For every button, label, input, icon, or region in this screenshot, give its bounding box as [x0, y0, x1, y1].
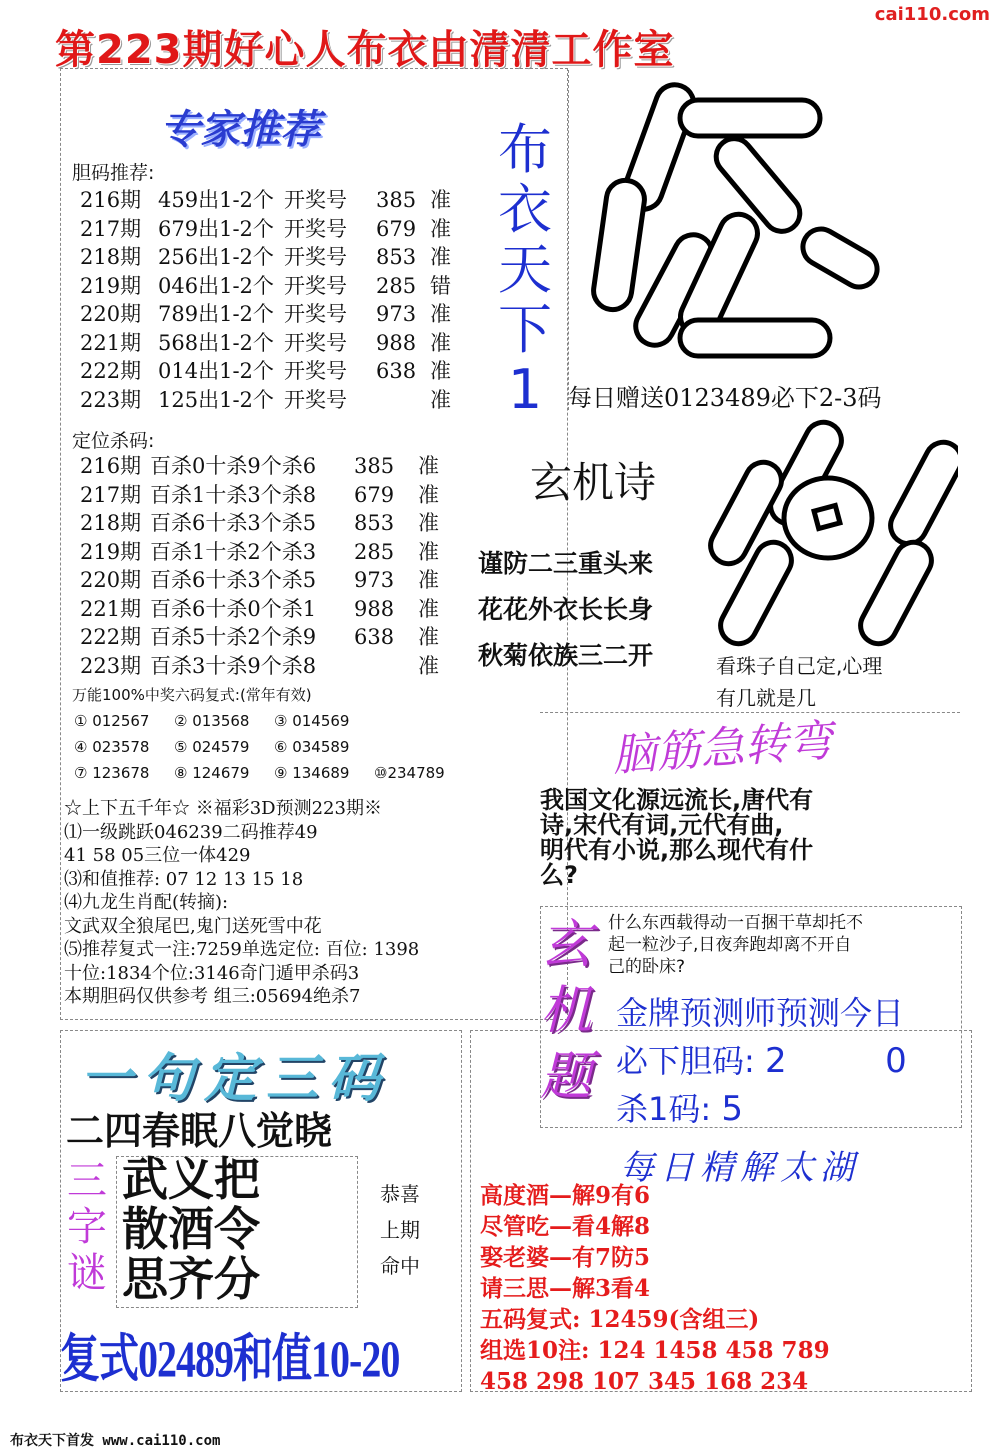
buyi-char: 衣 — [498, 178, 552, 241]
congrats-line: 上期 — [380, 1218, 420, 1242]
info-line: 文武双全狼尾巴,鬼门送死雪中花 — [64, 915, 322, 937]
dan-cell: 459出1-2个 — [158, 188, 274, 212]
six-label: 万能100%中奖六码复式:(常年有效) — [72, 686, 312, 704]
kill-cell: 准 — [418, 653, 439, 678]
dan-cell: 开奖号 — [284, 188, 347, 212]
dan-label: 胆码推荐: — [72, 162, 155, 184]
dan-row — [80, 357, 451, 386]
gold-title: 金牌预测师预测今日 — [616, 994, 905, 1032]
info-line: ⑷九龙生肖配(转摘): — [64, 892, 229, 913]
brain-frame — [540, 712, 960, 713]
kill-cell: 216期 — [80, 454, 142, 478]
dan-cell: 开奖号 — [284, 302, 347, 326]
six-code: ⑥ 034589 — [274, 738, 350, 756]
kill-cell: 百杀6十杀3个杀5 — [150, 511, 317, 535]
info-line: 41 58 05三位一体429 — [64, 845, 251, 866]
brain-line: 明代有小说,那么现代有什 — [540, 836, 814, 864]
dan-row — [80, 243, 451, 272]
info-line: 十位:1834个位:3146奇门遁甲杀码3 — [64, 962, 360, 984]
three-line: 思齐分 — [122, 1252, 260, 1306]
buyi-char: 1 — [507, 358, 543, 421]
dan-cell: 开奖号 — [284, 330, 347, 355]
dan-row — [80, 186, 451, 215]
congrats — [380, 1176, 420, 1284]
dan-cell: 638 — [376, 359, 417, 383]
beads-hint-line: 有几就是几 — [716, 686, 816, 710]
six-row — [74, 760, 474, 786]
kill-cell: 百杀6十杀0个杀1 — [150, 596, 317, 621]
buyi-char: 布 — [498, 118, 552, 181]
three-line: 散酒令 — [122, 1202, 260, 1256]
info-line: ⑸推荐复式一注:7259单选定位: 百位: 1398 — [64, 939, 420, 960]
taihu-line: 娶老婆—有7防5 — [480, 1244, 651, 1271]
buyi-char: 天 — [498, 238, 552, 301]
congrats-line: 命中 — [380, 1254, 420, 1278]
kill-cell: 385 — [354, 454, 395, 478]
kill-cell: 679 — [354, 482, 395, 507]
xuanji-char: 题 — [540, 1047, 593, 1107]
info-line: ⑴一级跳跃046239二码推荐49 — [64, 821, 318, 843]
gold-kill-value: 5 — [721, 1089, 743, 1129]
brain-text — [540, 788, 813, 888]
dan-row — [80, 272, 451, 301]
dan-row — [80, 329, 451, 358]
kill-cell: 218期 — [80, 511, 142, 535]
kill-row — [80, 481, 439, 510]
brain-title: 脑筋急转弯 — [610, 715, 834, 782]
three-label-char: 三 — [67, 1158, 107, 1204]
kill-cell: 准 — [418, 482, 439, 507]
kill-cell: 220期 — [80, 568, 142, 592]
taihu-title: 每日精解太湖 — [620, 1148, 860, 1188]
dan-cell: 准 — [430, 216, 451, 241]
brain-line: 诗,宋代有词,元代有曲, — [540, 811, 784, 839]
six-code: ⑩234789 — [374, 764, 445, 782]
dan-cell: 开奖号 — [284, 273, 347, 298]
riddle-line: 起一粒沙子,日夜奔跑却离不开自 — [608, 935, 852, 955]
daily-frame — [568, 70, 949, 410]
kill-row — [80, 566, 439, 595]
dan-cell: 285 — [376, 273, 417, 298]
six-row — [74, 734, 474, 760]
one-sentence-title: 一句定三码 — [80, 1048, 391, 1109]
six-code: ⑧ 124679 — [174, 764, 250, 782]
dan-cell: 679出1-2个 — [158, 216, 274, 241]
dan-cell: 开奖号 — [284, 359, 347, 383]
congrats-line: 恭喜 — [380, 1182, 420, 1206]
dan-cell: 准 — [430, 387, 451, 412]
dan-cell: 准 — [430, 245, 451, 269]
dan-cell: 准 — [430, 302, 451, 326]
beads-hint-line: 看珠子自己定,心理 — [716, 654, 883, 678]
dan-row — [80, 215, 451, 244]
kill-cell: 百杀3十杀9个杀8 — [150, 653, 317, 678]
page-title: 第223期好心人布衣由清清工作室 — [55, 27, 675, 73]
dan-cell: 准 — [430, 330, 451, 355]
dan-cell: 988 — [376, 330, 417, 355]
dan-cell: 错 — [430, 273, 451, 298]
taihu-line: 高度酒—解9有6 — [480, 1182, 651, 1209]
dan-cell: 准 — [430, 188, 451, 212]
kill-cell: 217期 — [80, 482, 142, 507]
kill-cell: 221期 — [80, 596, 142, 621]
kill-cell: 百杀0十杀9个杀6 — [150, 454, 317, 478]
poem-line: 秋菊依族三二开 — [478, 641, 654, 670]
taihu-line: 五码复式: 12459(含组三) — [480, 1306, 760, 1333]
dan-cell: 789出1-2个 — [158, 302, 274, 326]
kill-cell: 285 — [354, 539, 395, 564]
riddle-line: 什么东西载得动一百捆干草却托不 — [608, 913, 863, 933]
kill-cell: 准 — [418, 511, 439, 535]
dan-cell: 125出1-2个 — [158, 387, 274, 412]
dan-cell: 开奖号 — [284, 216, 347, 241]
dan-row — [80, 386, 451, 415]
kill-cell: 853 — [354, 511, 395, 535]
six-code: ① 012567 — [74, 712, 150, 730]
buyi-vertical — [490, 120, 560, 420]
dan-cell: 679 — [376, 216, 417, 241]
kill-row — [80, 509, 439, 538]
dan-cell: 385 — [376, 188, 417, 212]
dan-row — [80, 300, 451, 329]
kill-cell: 222期 — [80, 625, 142, 649]
xuanji-vertical — [540, 912, 600, 1110]
gold-kill-label: 杀1码: — [616, 1090, 712, 1128]
dan-cell: 222期 — [80, 359, 142, 383]
poem-line: 花花外衣长长身 — [478, 595, 654, 624]
kill-cell: 准 — [418, 539, 439, 564]
dan-table — [80, 186, 451, 414]
three-line: 武义把 — [122, 1152, 260, 1206]
xuanji-char: 机 — [540, 981, 593, 1041]
kill-cell: 准 — [418, 568, 439, 592]
info-line: ☆上下五千年☆ ※福彩3D预测223期※ — [64, 798, 382, 819]
info-block — [64, 797, 419, 1009]
buyi-char: 下 — [498, 298, 552, 361]
dan-cell: 219期 — [80, 273, 142, 298]
gold-dan-label: 必下胆码: — [616, 1042, 755, 1080]
dan-cell: 准 — [430, 359, 451, 383]
dan-cell: 221期 — [80, 330, 142, 355]
kill-row — [80, 538, 439, 567]
dan-cell: 218期 — [80, 245, 142, 269]
site-logo[interactable]: cai110.com — [874, 4, 990, 25]
three-char-lines — [122, 1154, 260, 1304]
kill-cell: 百杀6十杀3个杀5 — [150, 568, 317, 592]
dan-cell: 开奖号 — [284, 245, 347, 269]
footer[interactable]: 布衣天下首发 www.cai110.com — [10, 1433, 221, 1449]
kill-row — [80, 623, 439, 652]
brain-line: 我国文化源远流长,唐代有 — [540, 786, 814, 814]
taihu-lines — [480, 1180, 830, 1397]
xuanji-char: 玄 — [540, 915, 593, 975]
kill-cell: 准 — [418, 625, 439, 649]
dan-cell: 256出1-2个 — [158, 245, 274, 269]
poem-lines — [478, 544, 653, 682]
dan-cell: 046出1-2个 — [158, 273, 274, 298]
kill-label: 定位杀码: — [72, 430, 155, 452]
dan-cell: 973 — [376, 302, 417, 326]
kill-table — [80, 452, 439, 680]
three-label-char: 字 — [67, 1204, 107, 1250]
dan-cell: 223期 — [80, 387, 142, 412]
expert-heading: 专家推荐 — [160, 106, 320, 153]
three-char-label — [62, 1158, 112, 1296]
fushi-text: 复式02489和值10-20 — [60, 1329, 400, 1389]
kill-cell: 988 — [354, 596, 395, 621]
kill-row — [80, 595, 439, 624]
taihu-line: 组选10注: 124 1458 458 789 — [480, 1337, 830, 1364]
six-code: ④ 023578 — [74, 738, 150, 756]
six-code: ⑦ 123678 — [74, 764, 150, 782]
kill-cell: 百杀1十杀2个杀3 — [150, 539, 317, 564]
six-code: ② 013568 — [174, 712, 250, 730]
dan-cell: 853 — [376, 245, 417, 269]
info-line: 本期胆码仅供参考 组三:05694绝杀7 — [64, 986, 361, 1007]
beads-hint — [716, 650, 882, 714]
kill-cell: 973 — [354, 568, 395, 592]
riddle — [608, 912, 863, 978]
daily-gift: 每日赠送0123489必下2-3码 — [568, 384, 882, 412]
kill-cell: 百杀5十杀2个杀9 — [150, 625, 317, 649]
gold-dan-value-2: 0 — [885, 1041, 907, 1081]
dan-cell: 568出1-2个 — [158, 330, 274, 355]
riddle-line: 己的卧床? — [608, 957, 686, 977]
taihu-line: 458 298 107 345 168 234 — [480, 1368, 809, 1395]
taihu-line: 尽管吃—看4解8 — [480, 1213, 651, 1240]
six-row — [74, 708, 474, 734]
poem-line: 谨防二三重头来 — [478, 549, 654, 578]
gold-dan — [616, 1036, 907, 1082]
kill-cell: 223期 — [80, 653, 142, 678]
gold-kill — [616, 1084, 743, 1130]
six-code: ⑨ 134689 — [274, 764, 350, 782]
three-label-char: 谜 — [67, 1250, 107, 1296]
six-code: ③ 014569 — [274, 712, 350, 730]
kill-cell: 准 — [418, 596, 439, 621]
dan-cell: 217期 — [80, 216, 142, 241]
brain-line: 么? — [540, 861, 578, 889]
six-table — [74, 708, 474, 786]
kill-cell: 219期 — [80, 539, 142, 564]
kill-cell: 百杀1十杀3个杀8 — [150, 482, 317, 507]
kill-cell: 准 — [418, 454, 439, 478]
taihu-line: 请三思—解3看4 — [480, 1275, 651, 1302]
dan-cell: 216期 — [80, 188, 142, 212]
gold-dan-value-1: 2 — [764, 1041, 787, 1081]
kill-row — [80, 652, 439, 681]
dan-cell: 开奖号 — [284, 387, 347, 412]
kill-row — [80, 452, 439, 481]
six-code: ⑤ 024579 — [174, 738, 250, 756]
info-line: ⑶和值推荐: 07 12 13 15 18 — [64, 868, 304, 890]
kill-cell: 638 — [354, 625, 395, 649]
poem-title: 玄机诗 — [530, 458, 657, 507]
dan-cell: 220期 — [80, 302, 142, 326]
one-sentence-text: 二四春眠八觉晓 — [66, 1108, 333, 1153]
coin-beads-icon — [708, 418, 958, 648]
dan-cell: 014出1-2个 — [158, 359, 274, 383]
